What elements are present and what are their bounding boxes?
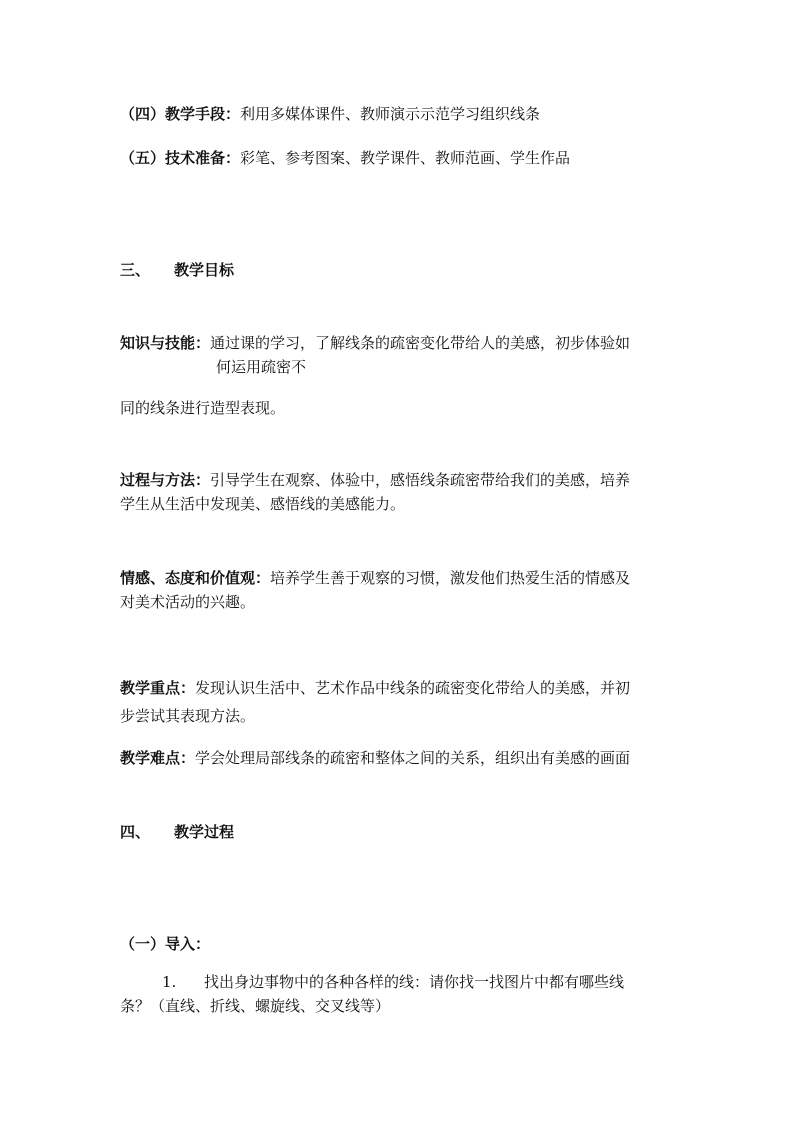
section-heading-objectives xyxy=(120,260,234,280)
process-method-text-2: 学生从生活中发现美、感悟线的美感能力。 xyxy=(120,495,406,513)
knowledge-skills-line-1 xyxy=(120,333,630,353)
section-heading-process xyxy=(120,822,234,842)
emotion-values-text-1: 培养学生善于观察的习惯，激发他们热爱生活的情感及 xyxy=(270,569,631,587)
knowledge-skills-text-2: 何运用疏密不 xyxy=(216,358,307,376)
teaching-focus-text-2: 步尝试其表现方法。 xyxy=(120,707,256,725)
intro-item-text-2: 条？（直线、折线、螺旋线、交叉线等） xyxy=(120,997,391,1015)
teaching-focus-line-1 xyxy=(120,678,630,698)
process-method-label: 过程与方法： xyxy=(120,471,211,489)
knowledge-skills-text-1: 通过课的学习，了解线条的疏密变化带给人的美感，初步体验如 xyxy=(210,334,631,352)
intro-label: （一）导入： xyxy=(120,935,211,953)
tech-prep-label: （五）技术准备： xyxy=(120,149,241,167)
section-number: 四、 xyxy=(120,823,151,841)
emotion-values-line-1 xyxy=(120,568,630,588)
section-title: 教学过程 xyxy=(174,823,235,841)
teaching-focus-label: 教学重点： xyxy=(120,679,196,697)
tech-prep-line xyxy=(120,148,570,168)
intro-item-text-1: 找出身边事物中的各种各样的线：请你找一找图片中都有哪些线 xyxy=(204,973,625,991)
teaching-focus-text-1: 发现认识生活中、艺术作品中线条的疏密变化带给人的美感，并初 xyxy=(195,679,631,697)
teaching-difficulty-label: 教学难点： xyxy=(120,749,196,767)
emotion-values-text-2: 对美术活动的兴趣。 xyxy=(120,593,256,611)
teaching-difficulty-text: 学会处理局部线条的疏密和整体之间的关系，组织出有美感的画面 xyxy=(195,749,631,767)
knowledge-skills-label: 知识与技能： xyxy=(120,334,211,352)
section-number: 三、 xyxy=(120,261,151,279)
tech-prep-text: 彩笔、参考图案、教学课件、教师范画、学生作品 xyxy=(240,149,571,167)
emotion-values-label: 情感、态度和价值观： xyxy=(120,569,271,587)
teaching-means-label: （四）教学手段： xyxy=(120,105,241,123)
teaching-means-text: 利用多媒体课件、教师演示示范学习组织线条 xyxy=(240,105,541,123)
knowledge-skills-text-3: 同的线条进行造型表现。 xyxy=(120,399,286,417)
process-method-line-1 xyxy=(120,470,630,490)
process-method-text-1: 引导学生在观察、体验中，感悟线条疏密带给我们的美感，培养 xyxy=(210,471,631,489)
teaching-difficulty-line xyxy=(120,748,630,768)
section-title: 教学目标 xyxy=(174,261,235,279)
intro-item-number: 1. xyxy=(162,973,177,991)
teaching-means-line xyxy=(120,104,540,124)
